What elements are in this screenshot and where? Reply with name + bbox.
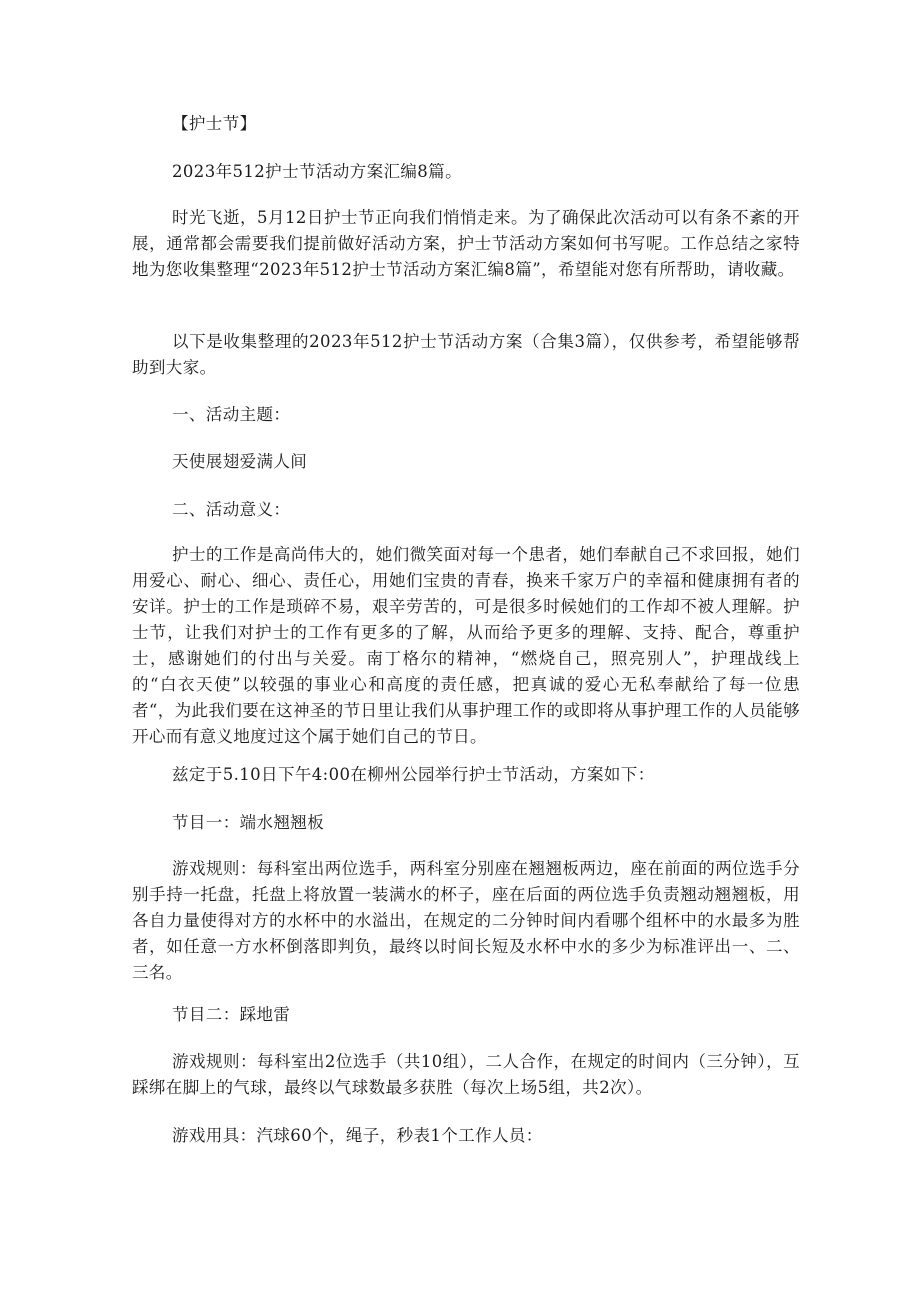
program-one-title: 节目一：端水翘翘板: [172, 813, 325, 832]
schedule-paragraph: 兹定于5.10日下午4:00在柳州公园举行护士节活动，方案如下：: [172, 765, 655, 784]
section-heading-theme: 一、活动主题：: [172, 405, 291, 424]
program-one-rules: 游戏规则：每科室出两位选手，两科室分别座在翘翘板两边，座在前面的两位选手分别手持一托盘，托盘上将放置一装满水的杯子，座在后面的两位选手负责翘动翘翘板，用各自力量使得对方的水杯中的水溢出，在规定的二分钟时间内看哪个组杯中的水最多为胜者，如任意一方水杯倒落即判负，最终以时间长短及水杯中水的多少为标准评出一、二、三名。: [132, 859, 800, 982]
intro-paragraph: 时光飞逝，5月12日护士节正向我们悄悄走来。为了确保此次活动可以有条不紊的开展，通常都会需要我们提前做好活动方案，护士节活动方案如何书写呢。工作总结之家特地为您收集整理“2023年512护士节活动方案汇编8篇”，希望能对您有所帮助，请收藏。: [132, 208, 800, 279]
program-two-title: 节目二：踩地雷: [172, 1005, 291, 1024]
significance-paragraph: 护士的工作是高尚伟大的，她们微笑面对每一个患者，她们奉献自己不求回报，她们用爱心、耐心、细心、责任心，用她们宝贵的青春，换来千家万户的幸福和健康拥有者的安详。护士的工作是琐碎不易，艰辛劳苦的，可是很多时候她们的工作却不被人理解。护士节，让我们对护士的工作有更多的了解，从而给予更多的理解、支持、配合，尊重护士，感谢她们的付出与关爱。南丁格尔的精神，“燃烧自己，照亮别人”，护理战线上的“白衣天使”以较强的事业心和高度的责任感，把真诚的爱心无私奉献给了每一位患者“，为此我们要在这神圣的节日里让我们从事护理工作的或即将从事护理工作的人员能够开心而有意义地度过这个属于她们自己的节日。: [132, 545, 800, 746]
heading-nurses-day: 【护士节】: [172, 114, 257, 133]
program-two-equipment: 游戏用具：汽球60个，绳子，秒表1个工作人员：: [172, 1126, 543, 1145]
program-two-rules: 游戏规则：每科室出2位选手（共10组），二人合作，在规定的时间内（三分钟），互踩绑在脚上的气球，最终以气球数最多获胜（每次上场5组，共2次）。: [132, 1052, 800, 1097]
section-heading-significance: 二、活动意义：: [172, 500, 291, 519]
document-title: 2023年512护士节活动方案汇编8篇。: [172, 162, 462, 181]
collection-note-paragraph: 以下是收集整理的2023年512护士节活动方案（合集3篇），仅供参考，希望能够帮助到大家。: [132, 332, 800, 377]
theme-text: 天使展翅爱满人间: [172, 452, 308, 471]
